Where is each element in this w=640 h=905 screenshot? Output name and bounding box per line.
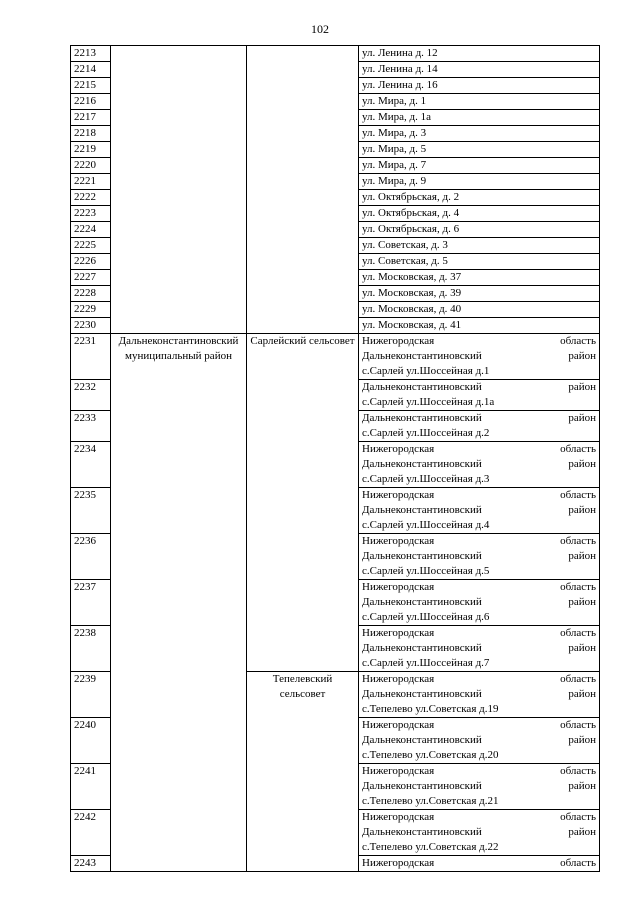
council-cell-empty [247,46,359,334]
table-row: 2230 ул. Московская, д. 41 [71,318,600,334]
table-row: 2216 ул. Мира, д. 1 [71,94,600,110]
table-row: 2243 Нижегородская область [71,856,600,872]
table-row: 2220 ул. Мира, д. 7 [71,158,600,174]
table-row: 2234 Нижегородская область Дальнеконстантиновский район с.Сарлей ул.Шоссейная д.3 [71,442,600,488]
table-row: 2235 Нижегородская область Дальнеконстантиновский район с.Сарлей ул.Шоссейная д.4 [71,488,600,534]
table-row: 2228 ул. Московская, д. 39 [71,286,600,302]
table-row: 2240 Нижегородская область Дальнеконстантиновский район с.Тепелево ул.Советская д.20 [71,718,600,764]
registry-table [70,45,600,872]
table-row: 2239 Тепелевский сельсовет Нижегородская область Дальнеконстантиновский район с.Тепелево ул.Советская д.19 [71,672,600,718]
council-sarley: Сарлейский сельсовет [247,334,359,672]
table-row: 2233 Дальнеконстантиновский район с.Сарлей ул.Шоссейная д.2 [71,411,600,442]
table-row: 2215 ул. Ленина д. 16 [71,78,600,94]
table-row: 2242 Нижегородская область Дальнеконстантиновский район с.Тепелево ул.Советская д.22 [71,810,600,856]
table-row: 2227 ул. Московская, д. 37 [71,270,600,286]
table-row: 2226 ул. Советская, д. 5 [71,254,600,270]
table-row: 2223 ул. Октябрьская, д. 4 [71,206,600,222]
table-row: 2231 Дальнеконстантиновский муниципальный район Сарлейский сельсовет Нижегородская область Дальнеконстантиновский район с.Сарлей ул.Шоссейная д.1 [71,334,600,380]
table-row: 2237 Нижегородская область Дальнеконстантиновский район с.Сарлей ул.Шоссейная д.6 [71,580,600,626]
table-row: 2236 Нижегородская область Дальнеконстантиновский район с.Сарлей ул.Шоссейная д.5 [71,534,600,580]
council-tepelevo: Тепелевский сельсовет [247,672,359,872]
table-row: 2224 ул. Октябрьская, д. 6 [71,222,600,238]
table-row: 2221 ул. Мира, д. 9 [71,174,600,190]
table-row: 2213 ул. Ленина д. 12 [71,46,600,62]
table-row: 2241 Нижегородская область Дальнеконстантиновский район с.Тепелево ул.Советская д.21 [71,764,600,810]
page-number: 102 [311,22,329,36]
table-row: 2238 Нижегородская область Дальнеконстантиновский район с.Сарлей ул.Шоссейная д.7 [71,626,600,672]
table-row: 2214 ул. Ленина д. 14 [71,62,600,78]
table-row: 2218 ул. Мира, д. 3 [71,126,600,142]
table-row: 2232 Дальнеконстантиновский район с.Сарлей ул.Шоссейная д.1а [71,380,600,411]
table-row: 2219 ул. Мира, д. 5 [71,142,600,158]
table-row: 2222 ул. Октябрьская, д. 2 [71,190,600,206]
table-row: 2225 ул. Советская, д. 3 [71,238,600,254]
table-row: 2229 ул. Московская, д. 40 [71,302,600,318]
table-row: 2217 ул. Мира, д. 1а [71,110,600,126]
district-name: Дальнеконстантиновский муниципальный район [111,334,247,872]
district-cell-empty [111,46,247,334]
